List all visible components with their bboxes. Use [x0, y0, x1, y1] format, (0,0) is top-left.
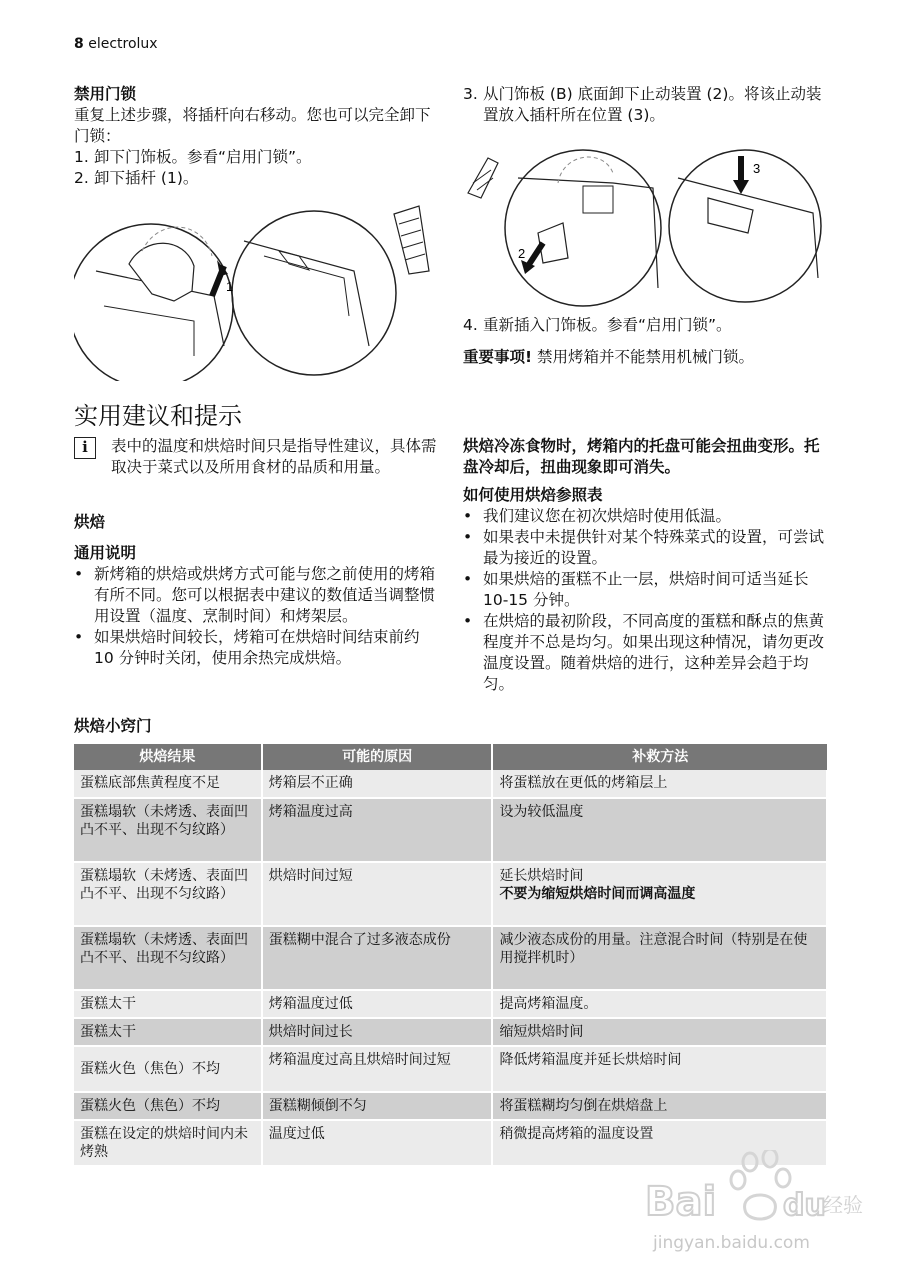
- column-header: 可能的原因: [262, 744, 493, 770]
- list-item: • 如果烘焙的蛋糕不止一层，烘焙时间可适当延长 10-15 分钟。: [463, 570, 809, 609]
- svg-text:du: du: [783, 1188, 826, 1223]
- howto-list: [463, 506, 831, 695]
- table-cell: 蛋糕塌软（未烤透、表面凹凸不平、出现不匀纹路）: [74, 798, 262, 862]
- table-cell: 烤箱层不正确: [262, 770, 493, 798]
- list-item: • 如果烘焙时间较长，烤箱可在烘焙时间结束前约 10 分钟时关闭，使用余热完成烘焙。: [74, 628, 420, 667]
- table-cell: 将蛋糕放在更低的烤箱层上: [492, 770, 827, 798]
- table-cell: 蛋糕塌软（未烤透、表面凹凸不平、出现不匀纹路）: [74, 862, 262, 926]
- table-row: [74, 862, 827, 926]
- step4-block: [463, 315, 831, 368]
- remove-rod-illustration: [74, 196, 446, 381]
- table-cell: 延长烘焙时间 不要为缩短烘焙时间而调高温度: [492, 862, 827, 926]
- baidu-watermark-logo: [645, 1150, 865, 1260]
- page-header: [74, 36, 158, 52]
- tips-heading: 烘焙小窍门: [74, 717, 152, 735]
- table-cell: 减少液态成份的用量。注意混合时间（特别是在使用搅拌机时）: [492, 926, 827, 990]
- list-item: • 新烤箱的烘焙或烘烤方式可能与您之前使用的烤箱有所不同。您可以根据表中建议的数值适当调整惯用设置（温度、烹制时间）和烤架层。: [74, 565, 436, 625]
- table-cell: 将蛋糕糊均匀倒在烘焙盘上: [492, 1092, 827, 1120]
- general-heading: 通用说明: [74, 544, 137, 562]
- disable-lock-section: [74, 84, 444, 189]
- info-note: 表中的温度和烘焙时间只是指导性建议，具体需取决于菜式以及所用食材的品质和用量。: [111, 437, 437, 476]
- list-item: • 我们建议您在初次烘焙时使用低温。: [463, 507, 732, 525]
- list-item: 3. 从门饰板 (B) 底面卸下止动装置 (2)。将该止动装置放入插杆所在位置 (3)。: [463, 85, 822, 124]
- table-cell: 烤箱温度过高: [262, 798, 493, 862]
- table-cell: 烘焙时间过长: [262, 1018, 493, 1046]
- table-cell: 烤箱温度过高且烘焙时间过短: [262, 1046, 493, 1092]
- list-item: 4. 重新插入门饰板。参看“启用门锁”。: [463, 316, 732, 334]
- baking-heading: 烘焙: [74, 513, 106, 531]
- page-number: 8: [74, 36, 84, 52]
- column-header: 烘焙结果: [74, 744, 262, 770]
- disable-lock-heading: 禁用门锁: [74, 85, 137, 103]
- table-row: [74, 770, 827, 798]
- watermark-url: jingyan.baidu.com: [653, 1233, 810, 1253]
- table-cell: 蛋糕太干: [74, 990, 262, 1018]
- important-label: 重要事项!: [463, 348, 533, 366]
- figure-label: 1: [226, 279, 234, 294]
- baking-section: [74, 512, 440, 669]
- table-cell: 烤箱温度过低: [262, 990, 493, 1018]
- table-header-row: [74, 744, 827, 770]
- table-cell: 温度过低: [262, 1120, 493, 1166]
- table-row: [74, 1018, 827, 1046]
- figure-label-3: 3: [753, 161, 761, 176]
- disable-lock-steps: [74, 147, 444, 189]
- table-cell: 蛋糕火色（焦色）不均: [74, 1092, 262, 1120]
- table-cell: 提高烤箱温度。: [492, 990, 827, 1018]
- baking-right-section: [463, 436, 831, 695]
- section-title: 实用建议和提示: [74, 402, 242, 430]
- info-icon: i: [74, 437, 96, 459]
- column-header: 补救方法: [492, 744, 827, 770]
- table-cell: 蛋糕塌软（未烤透、表面凹凸不平、出现不匀纹路）: [74, 926, 262, 990]
- list-item: 2. 卸下插杆 (1)。: [74, 169, 199, 187]
- table-row: [74, 990, 827, 1018]
- table-cell: 设为较低温度: [492, 798, 827, 862]
- table-cell: 蛋糕糊倾倒不匀: [262, 1092, 493, 1120]
- frozen-warning: 烘焙冷冻食物时，烤箱内的托盘可能会扭曲变形。托盘冷却后，扭曲现象即可消失。: [463, 437, 820, 476]
- table-cell: 蛋糕太干: [74, 1018, 262, 1046]
- important-text: 禁用烤箱并不能禁用机械门锁。: [537, 348, 755, 366]
- svg-text:经验: 经验: [823, 1193, 863, 1217]
- list-item: 1. 卸下门饰板。参看“启用门锁”。: [74, 148, 312, 166]
- disable-lock-intro: 重复上述步骤，将插杆向右移动。您也可以完全卸下门锁：: [74, 106, 431, 145]
- table-cell: 降低烤箱温度并延长烘焙时间: [492, 1046, 827, 1092]
- howto-heading: 如何使用烘焙参照表: [463, 486, 603, 504]
- table-row: [74, 798, 827, 862]
- table-row: [74, 1046, 827, 1092]
- table-cell: 蛋糕火色（焦色）不均: [74, 1046, 262, 1092]
- table-cell: 蛋糕底部焦黄程度不足: [74, 770, 262, 798]
- tips-table: [74, 744, 828, 1167]
- step3-block: [463, 84, 831, 126]
- list-item: • 如果表中未提供针对某个特殊菜式的设置，可尝试最为接近的设置。: [463, 528, 825, 567]
- table-cell: 烘焙时间过短: [262, 862, 493, 926]
- brand-name: electrolux: [88, 36, 158, 52]
- table-row: [74, 926, 827, 990]
- stop-device-illustration: [463, 138, 829, 310]
- svg-text:Bai: Bai: [645, 1179, 717, 1225]
- general-list: [74, 564, 440, 669]
- table-cell: 缩短烘焙时间: [492, 1018, 827, 1046]
- important-note: [463, 347, 831, 368]
- figure-label-2: 2: [518, 246, 526, 261]
- table-cell: 蛋糕在设定的烘焙时间内未烤熟: [74, 1120, 262, 1166]
- table-cell: 蛋糕糊中混合了过多液态成份: [262, 926, 493, 990]
- list-item: • 在烘焙的最初阶段，不同高度的蛋糕和酥点的焦黄程度并不总是均匀。如果出现这种情况，请勿更改温度设置。随着烘焙的进行，这种差异会趋于均匀。: [463, 612, 825, 693]
- remedy-warning: 不要为缩短烘焙时间而调高温度: [499, 886, 696, 902]
- table-row: [74, 1092, 827, 1120]
- table-cell: 稍微提高烤箱的温度设置: [492, 1120, 827, 1166]
